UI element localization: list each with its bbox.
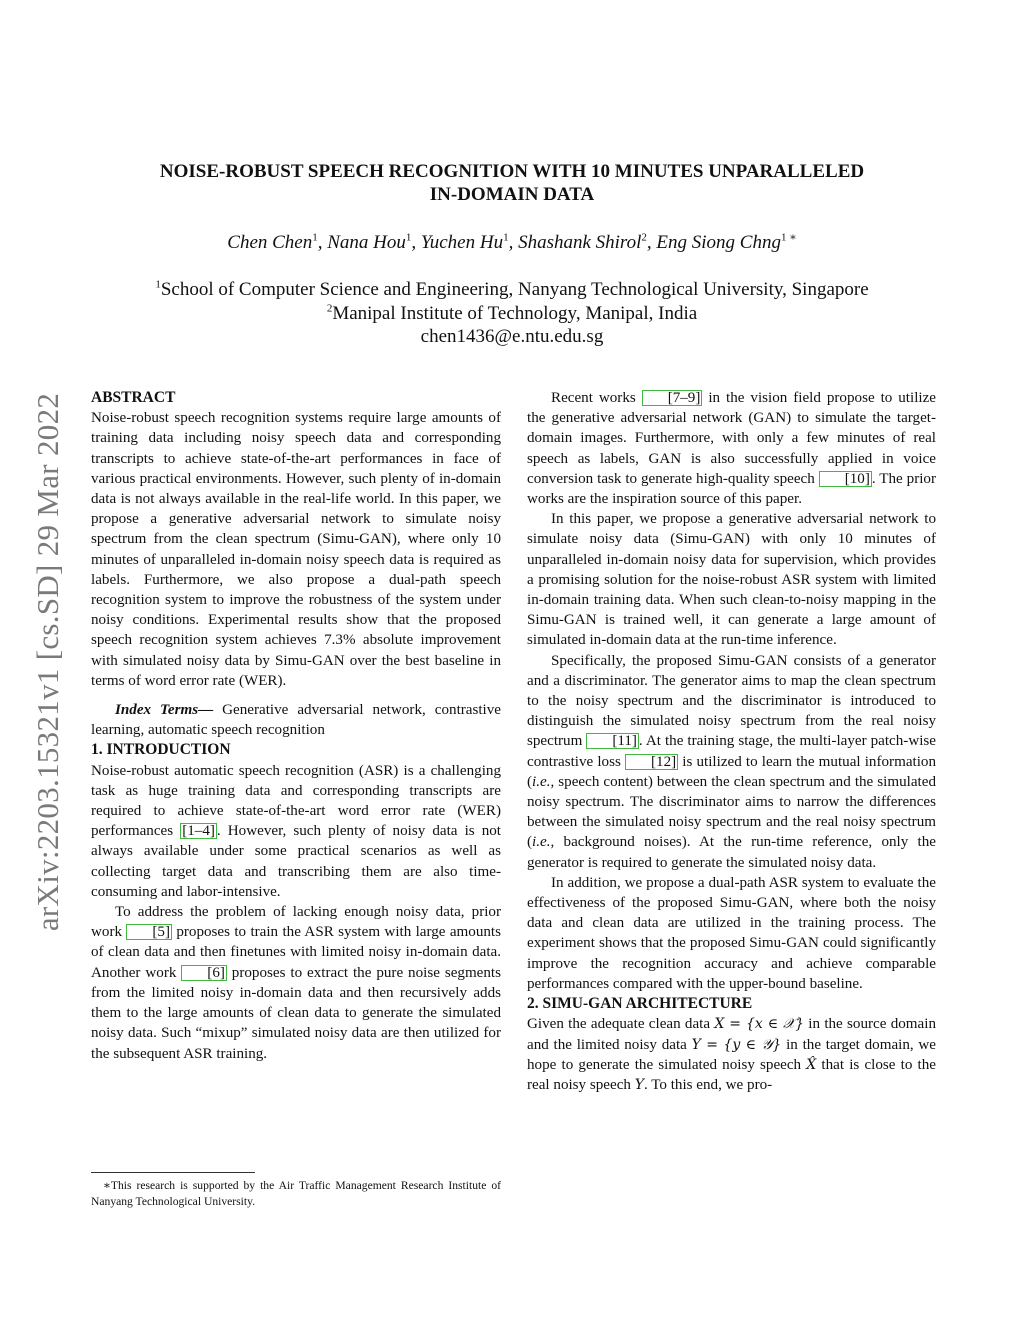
text-run: in the source domain and the limited noisy data bbox=[527, 1016, 936, 1053]
text-run: . However, such plenty of noisy data is not always available under some practical scenarios as well as collecting target data and transcribing them are also time-consuming and labor-intensive. bbox=[91, 823, 501, 900]
affiliation-mark: 1 bbox=[312, 231, 318, 244]
author-name: , Eng Siong Chng bbox=[646, 232, 781, 253]
text-run: . To this end, we pro- bbox=[643, 1076, 773, 1093]
section-2-heading: 2. SIMU-GAN ARCHITECTURE bbox=[527, 995, 753, 1013]
text-run: , background noises). At the run-time reference, only the generator is required to generate the simulated noisy data. bbox=[527, 834, 936, 871]
paper-title bbox=[100, 160, 924, 206]
text-run: that is close to the real noisy speech bbox=[527, 1056, 936, 1093]
citation-link[interactable]: [11] bbox=[586, 733, 639, 749]
citation-link[interactable]: [7–9] bbox=[642, 390, 703, 406]
text-run: Recent works bbox=[551, 390, 642, 406]
math-expression: X = {x ∈ 𝒳} bbox=[714, 1016, 805, 1033]
intro-paragraph-6: In addition, we propose a dual-path ASR system to evaluate the effectiveness of the proposed Simu-GAN, where both the noisy data and clean data are utilized in the training process. The experiment shows that the proposed Simu-GAN could significantly improve the recognition accuracy and achieve comparable performances compared with the upper-bound baseline. bbox=[527, 874, 936, 992]
title-line-2: IN-DOMAIN DATA bbox=[429, 184, 595, 205]
index-terms bbox=[91, 700, 501, 740]
index-terms-text: Generative adversarial network, contrastive learning, automatic speech recognition bbox=[91, 702, 501, 739]
text-run: in the vision field propose to utilize the generative adversarial network (GAN) to simulate the target-domain images. Furthermore, with only a few minutes of real speech as labels, GAN is also successfully applied in voice conversion task to generate high-quality speech bbox=[527, 390, 936, 487]
citation-link[interactable]: [1–4] bbox=[182, 823, 215, 840]
text-run: To address the problem of lacking enough noisy data, prior work bbox=[91, 904, 501, 941]
citation-link[interactable]: [12] bbox=[625, 754, 678, 770]
author-name: , Nana Hou bbox=[317, 232, 406, 253]
intro-paragraph-3 bbox=[527, 388, 936, 509]
math-expression: Y = {y ∈ 𝒴} bbox=[691, 1036, 782, 1053]
footnote-divider bbox=[91, 1172, 255, 1173]
left-column bbox=[91, 388, 501, 1064]
title-line-1: NOISE-ROBUST SPEECH RECOGNITION WITH 10 MINUTES UNPARALLELED bbox=[159, 161, 865, 182]
emphasis: i.e. bbox=[532, 834, 551, 851]
arxiv-identifier: arXiv:2203.15321v1 [cs.SD] 29 Mar 2022 bbox=[30, 392, 65, 932]
text-run: . At the training stage, the multi-layer patch-wise contrastive loss bbox=[527, 733, 936, 770]
math-expression: X̂ bbox=[806, 1056, 817, 1073]
abstract-heading: ABSTRACT bbox=[91, 389, 176, 406]
intro-paragraph-4: In this paper, we propose a generative adversarial network to simulate noisy data (Simu-GAN) with only 10 minutes of unparalleled in-domain noisy data for supervision, which provides a promising solution for the noise-robust ASR system with limited in-domain training data. When such clean-to-noisy mapping in the Simu-GAN is trained well, it can generate a large amount of simulated in-domain data at the run-time inference. bbox=[527, 511, 936, 649]
affiliation-mark: 1 bbox=[780, 231, 787, 244]
citation-link[interactable]: [10] bbox=[819, 471, 872, 487]
affiliation-text: Manipal Institute of Technology, Manipal, India bbox=[332, 302, 698, 324]
intro-paragraph-5 bbox=[527, 651, 936, 873]
author-name: , Shashank Shirol bbox=[508, 232, 642, 253]
math-expression: Y bbox=[634, 1076, 644, 1093]
footnote-mark: ∗ bbox=[786, 231, 797, 244]
text-run: Noise-robust automatic speech recognition (ASR) is a challenging task as huge training data and corresponding transcripts are required to achieve state-of-the-art word error rate (WER) performances bbox=[91, 762, 501, 840]
text-run: Given the adequate clean data bbox=[527, 1016, 715, 1033]
text-run: . The prior works are the inspiration source of this paper. bbox=[527, 470, 936, 508]
intro-heading: 1. INTRODUCTION bbox=[91, 741, 231, 759]
author-email: chen1436@e.ntu.edu.sg bbox=[420, 326, 604, 347]
affiliation-mark: 1 bbox=[155, 278, 161, 291]
affiliation-mark: 2 bbox=[326, 302, 333, 315]
footnote: ∗This research is supported by the Air Traffic Management Research Institute of Nanyang Technological University. bbox=[91, 1179, 501, 1208]
affiliation-mark: 2 bbox=[641, 231, 647, 244]
affiliation-mark: 1 bbox=[405, 231, 412, 244]
affiliation-2 bbox=[100, 302, 924, 326]
affiliations bbox=[100, 278, 924, 349]
intro-paragraph-1 bbox=[91, 761, 501, 902]
author-name: Chen Chen bbox=[227, 232, 313, 253]
text-run: Specifically, the proposed Simu-GAN consists of a generator and a discriminator. The generator aims to map the clean spectrum to the noisy spectrum and the discriminator is introduced to distinguish the simulated noisy spectrum from the real noisy spectrum bbox=[527, 652, 936, 750]
citation-link[interactable]: [6] bbox=[181, 965, 227, 981]
text-run: proposes to train the ASR system with large amounts of clean data and then finetunes with limited noisy in-domain data. Another work bbox=[91, 924, 501, 981]
affiliation-mark: 1 bbox=[503, 231, 509, 244]
affiliation-text: School of Computer Science and Engineering, Nanyang Technological University, Singapore bbox=[160, 279, 869, 300]
text-run: in the target domain, we hope to generate the simulated noisy speech bbox=[527, 1036, 937, 1073]
author-name: , Yuchen Hu bbox=[411, 232, 504, 253]
text-run: is utilized to learn the mutual information ( bbox=[527, 753, 936, 790]
citation-link[interactable]: [5] bbox=[126, 924, 172, 940]
right-column bbox=[527, 388, 936, 1095]
intro-paragraph-2 bbox=[91, 902, 501, 1064]
abstract-body: Noise-robust speech recognition systems require large amounts of training data including noisy speech data and corresponding transcripts to achieve state-of-the-art performances in face of various practical environments. However, such plenty of in-domain data is not always available in the real-life world. In this paper, we propose a generative adversarial network to simulate noisy spectrum from the clean spectrum (Simu-GAN), where only 10 minutes of unparalleled in-domain noisy speech data is required as labels. Furthermore, we also propose a dual-path speech recognition system to improve the robustness of the system under noisy conditions. Experimental results show that the proposed speech recognition system achieves 7.3% absolute improvement with simulated noisy data by Simu-GAN over the best baseline in terms of word error rate (WER). bbox=[91, 410, 501, 689]
affiliation-1 bbox=[100, 278, 924, 302]
text-run: , speech content) between the clean spectrum and the simulated noisy spectrum. The discriminator aims to narrow the differences between the simulated noisy spectrum and the real noisy spectrum ( bbox=[527, 773, 936, 851]
author-list bbox=[100, 231, 924, 255]
text-run: proposes to extract the pure noise segments from the limited noisy in-domain data and then recursively adds them to the large amounts of clean data to generate the simulated noisy data. Such “mixup” simulated noisy data are then utilized for the subsequent ASR training. bbox=[91, 964, 501, 1062]
emphasis: i.e. bbox=[532, 773, 551, 790]
section-2-paragraph-1 bbox=[527, 1014, 936, 1095]
index-terms-label: Index Terms— bbox=[115, 702, 214, 719]
